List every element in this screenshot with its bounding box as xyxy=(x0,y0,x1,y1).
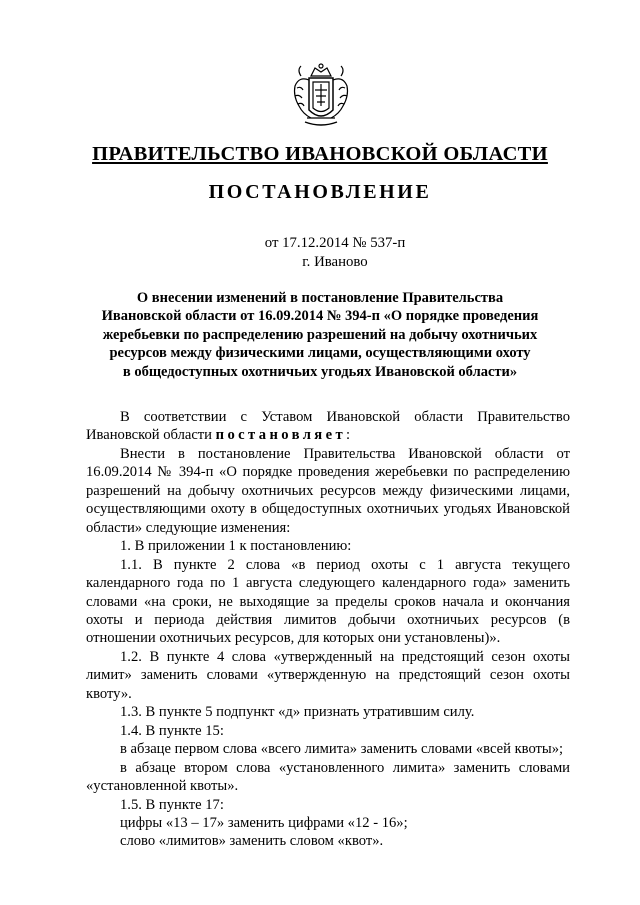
document-type: ПОСТАНОВЛЕНИЕ xyxy=(208,181,432,203)
paragraph: в абзаце втором слова «установленного лимита» заменить словами «установленной квоты». xyxy=(86,759,570,795)
title-line: Ивановской области от 16.09.2014 № 394-п «О порядке проведения xyxy=(101,308,539,325)
title-line: О внесении изменений в постановление Правительства xyxy=(136,290,504,306)
paragraph-intro xyxy=(86,408,570,445)
paragraph: 1.5. В пункте 17: xyxy=(120,796,224,813)
paragraph: 1. В приложении 1 к постановлению: xyxy=(120,538,352,555)
paragraph: слово «лимитов» заменить словом «квот». xyxy=(120,833,384,850)
title-line: в общедоступных охотничьих угодьях Ивановской области» xyxy=(122,363,518,380)
government-name: ПРАВИТЕЛЬСТВО ИВАНОВСКОЙ ОБЛАСТИ xyxy=(92,143,548,165)
document-body xyxy=(86,408,570,851)
coat-of-arms-icon xyxy=(289,62,353,130)
intro-text: В соответствии с Уставом Ивановской области Правительство Ивановской области xyxy=(86,409,570,444)
title-line: ресурсов между физическими лицами, осуществляющими охоту xyxy=(109,345,531,362)
paragraph: Внести в постановление Правительства Ивановской области от 16.09.2014 № 394-п «О порядке проведения жеребьевки по распределению разрешений на добычу охотничьих ресурсов между физическими лицами, осуществляющими охоту в общедоступных охотничьих угодьях Ивановской области» следующие изменения: xyxy=(86,445,570,536)
date-number: от 17.12.2014 № 537-п xyxy=(264,235,406,251)
document-meta xyxy=(0,234,640,272)
paragraph: 1.1. В пункте 2 слова «в период охоты с 1 августа текущего календарного года по 1 августа следующего календарного года» заменить словами «на сроки, не выходящие за пределы сроков начала и окончания охоты и периода действия лимитов добычи охотничьих ресурсов (в отношении охотничьих ресурсов, для которых они установлены)». xyxy=(86,556,570,647)
paragraph: 1.2. В пункте 4 слова «утвержденный на предстоящий сезон охоты лимит» заменить словами «утвержденную на предстоящий сезон охоты квоту». xyxy=(86,648,570,702)
resolves-word: постановляет xyxy=(215,427,347,444)
title-line: жеребьевки по распределению разрешений на добычу охотничьих xyxy=(102,326,538,343)
paragraph: 1.3. В пункте 5 подпункт «д» признать утратившим силу. xyxy=(120,704,475,721)
intro-tail: : xyxy=(346,427,351,444)
document-title xyxy=(70,289,570,381)
paragraph: в абзаце первом слова «всего лимита» заменить словами «всей квоты»; xyxy=(120,741,564,758)
paragraph: 1.4. В пункте 15: xyxy=(120,722,224,739)
paragraph: цифры «13 – 17» заменить цифрами «12 - 16»; xyxy=(120,814,408,831)
city: г. Иваново xyxy=(302,254,368,270)
